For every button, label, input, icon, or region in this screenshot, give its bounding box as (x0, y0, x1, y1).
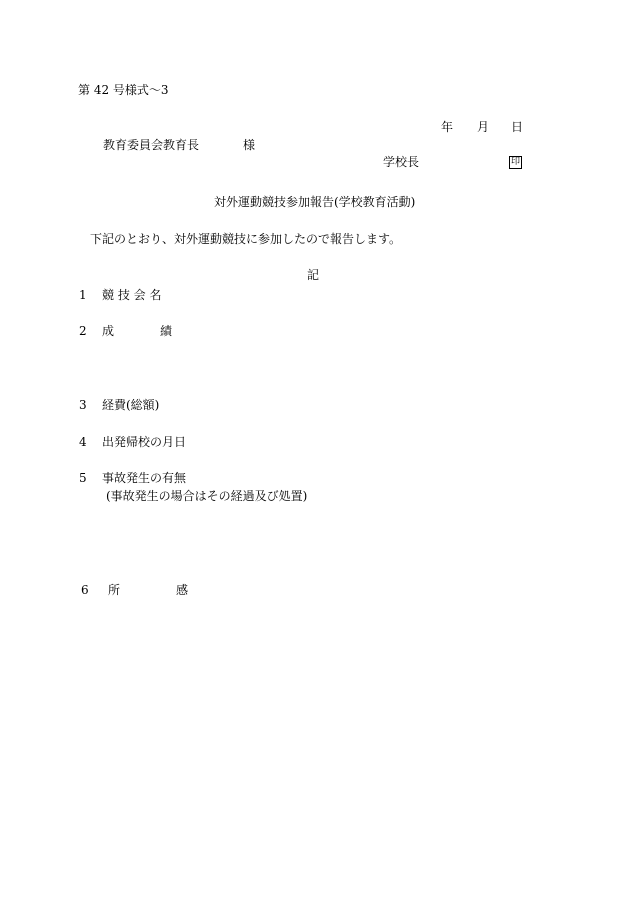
item-4-label: 出発帰校の月日 (102, 435, 187, 449)
item-2-label-b: 績 (160, 324, 173, 338)
form-number: 第 42 号様式〜3 (78, 83, 169, 97)
ki-heading: 記 (307, 268, 320, 282)
item-6-label-a: 所 (108, 583, 121, 597)
date-month: 月 (477, 120, 490, 134)
date-day: 日 (511, 120, 524, 134)
item-1-label: 競 技 会 名 (102, 288, 162, 302)
intro-text: 下記のとおり、対外運動競技に参加したので報告します。 (90, 232, 402, 246)
item-4-number: 4 (79, 435, 87, 449)
seal-mark: 印 (511, 157, 521, 167)
item-5-label: 事故発生の有無 (102, 471, 187, 485)
item-6-label-b: 感 (176, 583, 189, 597)
item-3-label: 経費(総額) (102, 398, 160, 412)
item-3-number: 3 (79, 398, 87, 412)
item-6-number: 6 (81, 583, 89, 597)
addressee-title: 教育委員会教育長 (103, 138, 200, 152)
document-title: 対外運動競技参加報告(学校教育活動) (214, 195, 416, 209)
item-1-number: 1 (79, 288, 87, 302)
date-year: 年 (441, 120, 454, 134)
item-2-label-a: 成 (102, 324, 115, 338)
addressee-honorific: 様 (243, 138, 256, 152)
sender-title: 学校長 (383, 155, 420, 169)
item-2-number: 2 (79, 324, 87, 338)
item-5-number: 5 (79, 471, 87, 485)
item-5-note: (事故発生の場合はその経過及び処置) (106, 489, 308, 503)
